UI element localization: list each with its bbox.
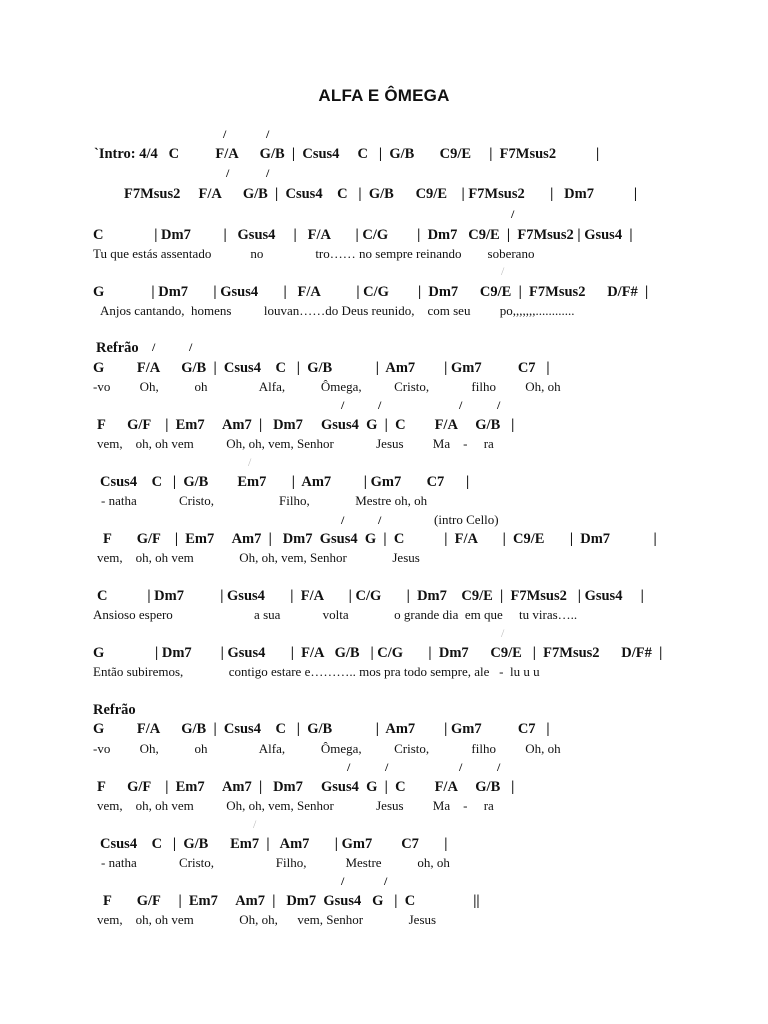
slash-mark: / xyxy=(341,513,345,527)
chord-line: G F/A G/B | Csus4 C | G/B | Am7 | Gm7 C7 | xyxy=(93,360,550,376)
chord-line: G | Dm7 | Gsus4 | F/A G/B | C/G | Dm7 C9/E | F7Msus2 D/F# | xyxy=(93,645,663,661)
slash-mark: / xyxy=(497,760,501,774)
slash-mark: / xyxy=(226,166,230,180)
chord-line: F G/F | Em7 Am7 | Dm7 Gsus4 G | C | F/A | C9/E | Dm7 | xyxy=(103,531,657,547)
slash-mark: / xyxy=(511,207,515,221)
lyric-line: Então subiremos, contigo estare e……….. mos pra todo sempre, ale - lu u u xyxy=(93,664,540,679)
lyric-line: vem, oh, oh vem Oh, oh, vem, Senhor Jesus Ma - ra xyxy=(97,798,494,813)
slash-mark: / xyxy=(501,264,505,278)
slash-mark: / xyxy=(266,127,270,141)
lyric-line: Ansioso espero a sua volta o grande dia em que tu viras….. xyxy=(93,607,578,622)
lyric-line: -vo Oh, oh Alfa, Ômega, Cristo, filho Oh, oh xyxy=(93,379,561,394)
chord-line: `Intro: 4/4 C F/A G/B | Csus4 C | G/B C9/E | F7Msus2 | xyxy=(94,146,600,162)
lyric-line: -vo Oh, oh Alfa, Ômega, Cristo, filho Oh, oh xyxy=(93,741,561,756)
slash-mark: / xyxy=(189,340,193,354)
chord-line: Csus4 C | G/B Em7 | Am7 | Gm7 C7 | xyxy=(100,836,448,852)
slash-mark: / xyxy=(266,166,270,180)
lyric-line: Anjos cantando, homens louvan……do Deus reunido, com seu po,,,,,,,............ xyxy=(100,303,575,318)
slash-mark: / xyxy=(501,626,505,640)
chord-line: F G/F | Em7 Am7 | Dm7 Gsus4 G | C || xyxy=(103,893,480,909)
slash-mark: / xyxy=(497,398,501,412)
lyric-line: - natha Cristo, Filho, Mestre oh, oh xyxy=(101,855,450,870)
chord-line: G | Dm7 | Gsus4 | F/A | C/G | Dm7 C9/E | F7Msus2 D/F# | xyxy=(93,284,649,300)
chord-line: F7Msus2 F/A G/B | Csus4 C | G/B C9/E | F7Msus2 | Dm7 | xyxy=(124,186,638,202)
section-label: Refrão xyxy=(96,340,139,356)
slash-mark: / xyxy=(223,127,227,141)
slash-mark: / xyxy=(378,513,382,527)
slash-mark: / xyxy=(459,398,463,412)
chord-line: C | Dm7 | Gsus4 | F/A | C/G | Dm7 C9/E | F7Msus2 | Gsus4 | xyxy=(93,227,633,243)
slash-mark: / xyxy=(248,455,252,469)
lyric-line: - natha Cristo, Filho, Mestre oh, oh xyxy=(101,493,428,508)
lyric-line: vem, oh, oh vem Oh, oh, vem, Senhor Jesus Ma - ra xyxy=(97,436,494,451)
slash-mark: / xyxy=(152,340,156,354)
lyric-line: Tu que estás assentado no tro…… no sempre reinando soberano xyxy=(93,246,535,261)
slash-mark: / xyxy=(347,760,351,774)
slash-mark: / xyxy=(385,760,389,774)
lyric-line: vem, oh, oh vem Oh, oh, vem, Senhor Jesus xyxy=(97,550,420,565)
song-title: ALFA E ÔMEGA xyxy=(318,86,450,105)
chord-line: F G/F | Em7 Am7 | Dm7 Gsus4 G | C F/A G/B | xyxy=(97,417,515,433)
chord-line: C | Dm7 | Gsus4 | F/A | C/G | Dm7 C9/E | F7Msus2 | Gsus4 | xyxy=(97,588,644,604)
chord-line: Csus4 C | G/B Em7 | Am7 | Gm7 C7 | xyxy=(100,474,470,490)
chord-line: G F/A G/B | Csus4 C | G/B | Am7 | Gm7 C7 | xyxy=(93,721,550,737)
slash-mark: / xyxy=(384,874,388,888)
section-label: Refrão xyxy=(93,702,136,718)
slash-mark: / xyxy=(341,398,345,412)
chord-line: F G/F | Em7 Am7 | Dm7 Gsus4 G | C F/A G/B | xyxy=(97,779,515,795)
slash-mark: / xyxy=(253,817,257,831)
slash-mark: / xyxy=(341,874,345,888)
slash-mark: / xyxy=(378,398,382,412)
slash-mark: / xyxy=(459,760,463,774)
lyric-line: vem, oh, oh vem Oh, oh, vem, Senhor Jesus xyxy=(97,912,437,927)
cue-note: (intro Cello) xyxy=(434,512,499,527)
